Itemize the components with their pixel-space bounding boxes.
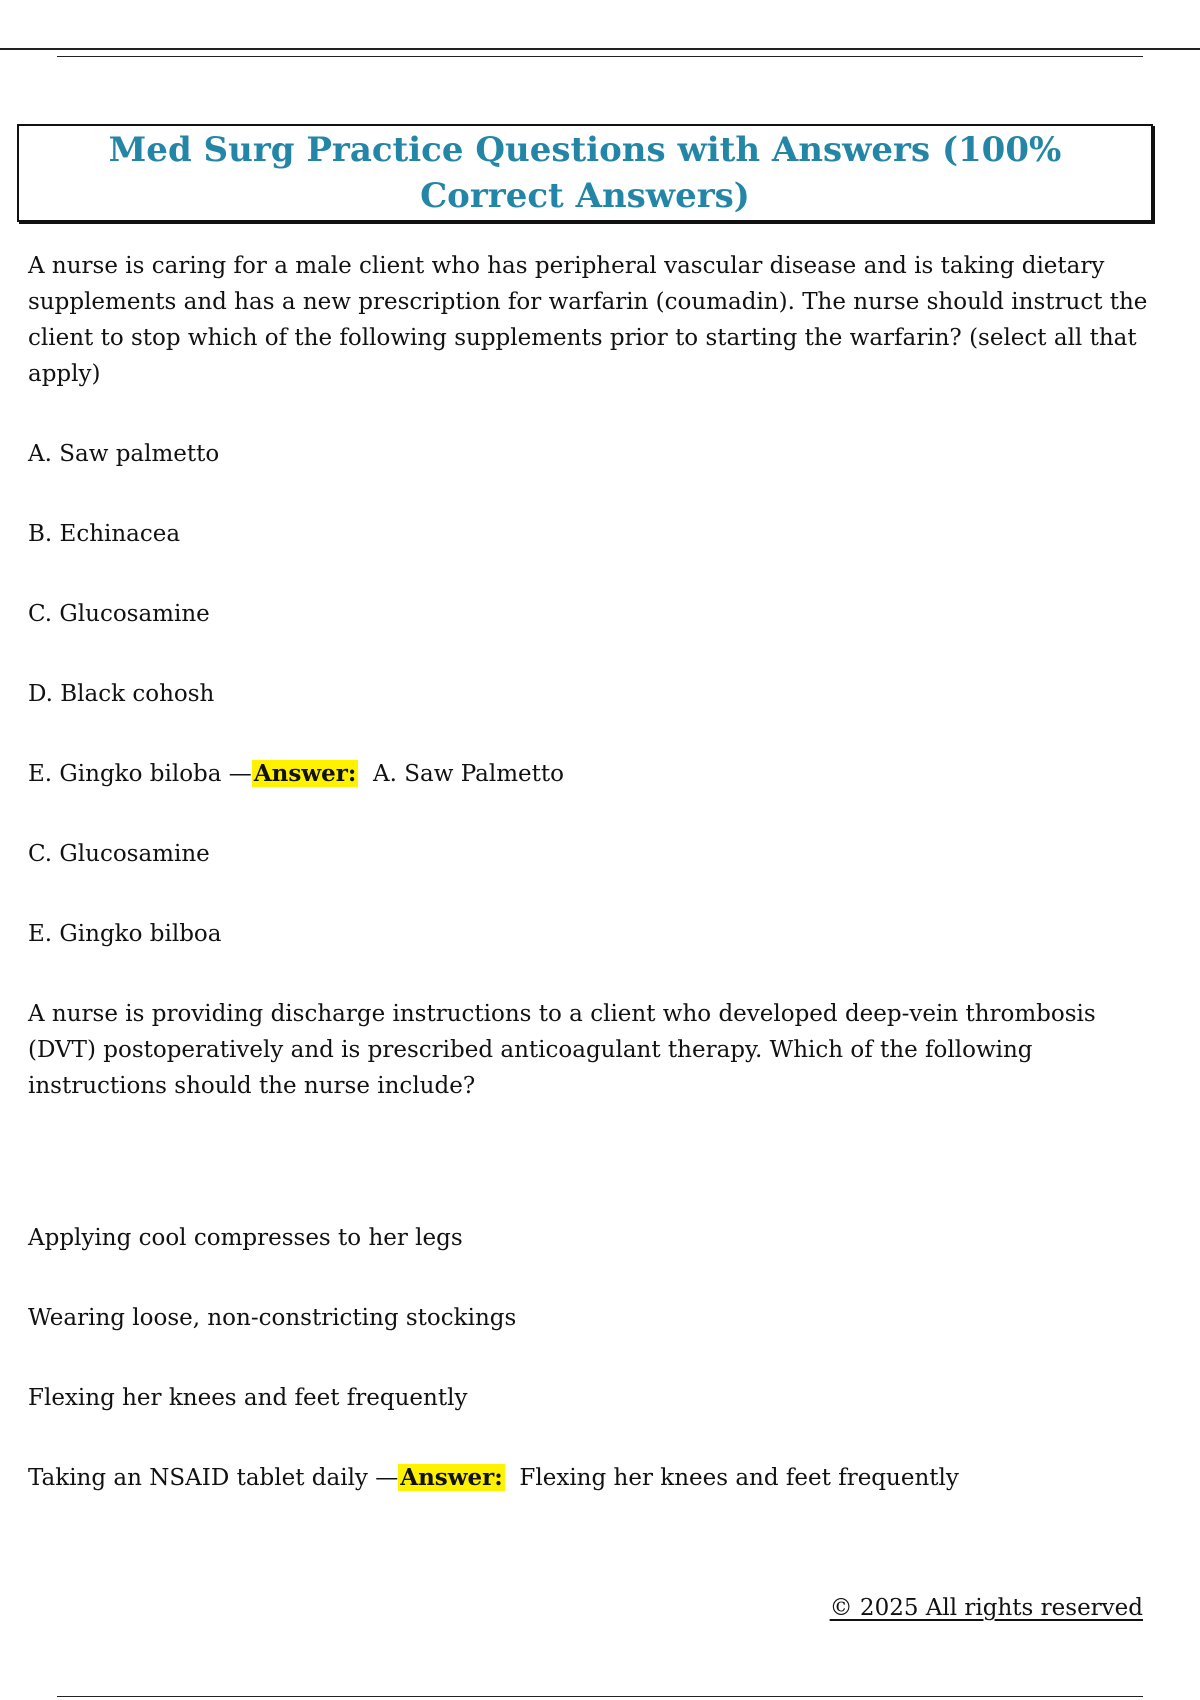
question-1-option-c: C. Glucosamine — [28, 601, 210, 627]
document-title: Med Surg Practice Questions with Answers (100% Correct Answers) — [108, 130, 1062, 216]
question-2-option-4: Taking an NSAID tablet daily — — [28, 1465, 399, 1491]
header-rule-top — [0, 48, 1200, 50]
question-2-option-4-answer-line — [28, 1460, 1148, 1496]
document-body — [28, 248, 1148, 1496]
question-1-stem: A nurse is caring for a male client who has peripheral vascular disease and is taking dietary supplements and has a new prescription for warfarin (coumadin). The nurse should instruct the client to stop which of the following supplements prior to starting the warfarin? (select all that apply) — [28, 253, 1148, 387]
question-2-option-3: Flexing her knees and feet frequently — [28, 1385, 468, 1411]
answer-highlight-2: Answer: — [400, 1464, 503, 1491]
question-1-option-e-answer-line — [28, 756, 1148, 792]
question-2-option-1: Applying cool compresses to her legs — [28, 1225, 463, 1251]
question-1-answer-3: E. Gingko bilboa — [28, 921, 222, 947]
question-1-option-d: D. Black cohosh — [28, 681, 215, 707]
footer-rule — [57, 1696, 1143, 1697]
copyright-footer: © 2025 All rights reserved — [829, 1595, 1143, 1621]
question-1-answer-1: A. Saw Palmetto — [373, 761, 564, 787]
title-box — [17, 124, 1153, 222]
answer-highlight-1: Answer: — [253, 760, 357, 787]
question-2-answer-1: Flexing her knees and feet frequently — [519, 1465, 959, 1491]
question-1-answer-2: C. Glucosamine — [28, 841, 210, 867]
question-1-option-a: A. Saw palmetto — [28, 441, 220, 467]
question-2-stem: A nurse is providing discharge instructions to a client who developed deep-vein thrombosis (DVT) postoperatively and is prescribed anticoagulant therapy. Which of the following instructions should the nurse include? — [28, 1001, 1096, 1099]
header-rule-bottom — [57, 56, 1143, 57]
question-2-option-2: Wearing loose, non-constricting stockings — [28, 1305, 517, 1331]
question-1-option-b: B. Echinacea — [28, 521, 181, 547]
question-1-option-e: E. Gingko biloba — — [28, 761, 252, 787]
